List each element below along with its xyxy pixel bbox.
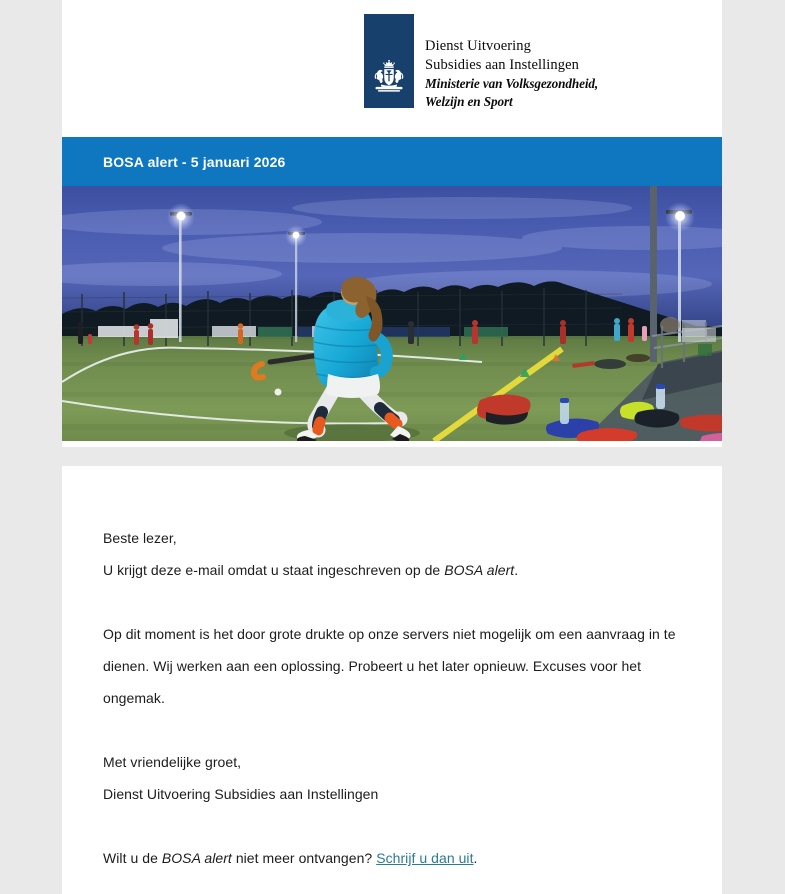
- logo-line-1: Dienst Uitvoering: [425, 38, 532, 54]
- netherlands-coat-of-arms-icon: [369, 60, 409, 98]
- intro-text-after: .: [514, 562, 519, 578]
- section-gap: [62, 447, 722, 466]
- greeting-line: [103, 522, 681, 554]
- alert-title: BOSA alert - 5 januari 2026: [103, 153, 286, 170]
- unsubscribe-line: [103, 842, 681, 874]
- intro-text-before: U krijgt deze e-mail omdat u staat ingeschreven op de: [103, 562, 445, 578]
- hockey-field-dusk-illustration: [62, 186, 722, 441]
- greeting-text: Beste lezer,: [103, 530, 177, 546]
- logo-line-2: Subsidies aan Instellingen: [425, 57, 580, 73]
- intro-emphasis: BOSA alert: [444, 562, 515, 578]
- logo-wordmark: [425, 14, 598, 111]
- message-paragraph: Op dit moment is het door grote drukte op onze servers niet mogelijk om een aanvraag in te dienen. Wij werken aan een oplossing. Probeert u het later opnieuw. Excuses voor het ongemak.: [103, 626, 676, 706]
- sender-line: Dienst Uitvoering Subsidies aan Instellingen: [103, 786, 379, 802]
- hero-photo: [62, 186, 722, 441]
- email-column: [62, 0, 722, 894]
- signoff-line: Met vriendelijke groet,: [103, 754, 242, 770]
- logo-blue-block: [364, 14, 414, 108]
- email-header: [62, 0, 722, 137]
- unsubscribe-emphasis: BOSA alert: [161, 850, 232, 866]
- logo-line-4: Welzijn en Sport: [425, 94, 513, 109]
- paragraph-gap-1: [103, 586, 681, 618]
- alert-title-banner: [62, 137, 722, 186]
- unsubscribe-text-after: niet meer ontvangen?: [231, 850, 377, 866]
- paragraph-gap-2: [103, 714, 681, 746]
- unsubscribe-text-before: Wilt u de: [103, 850, 162, 866]
- unsubscribe-link[interactable]: Schrijf u dan uit: [376, 850, 474, 866]
- unsubscribe-period: .: [473, 850, 478, 866]
- email-body: [62, 466, 722, 894]
- intro-line: [103, 554, 681, 586]
- paragraph-gap-3: [103, 810, 681, 842]
- logo-line-3: Ministerie van Volksgezondheid,: [425, 76, 599, 91]
- rijksoverheid-logo: [364, 14, 598, 111]
